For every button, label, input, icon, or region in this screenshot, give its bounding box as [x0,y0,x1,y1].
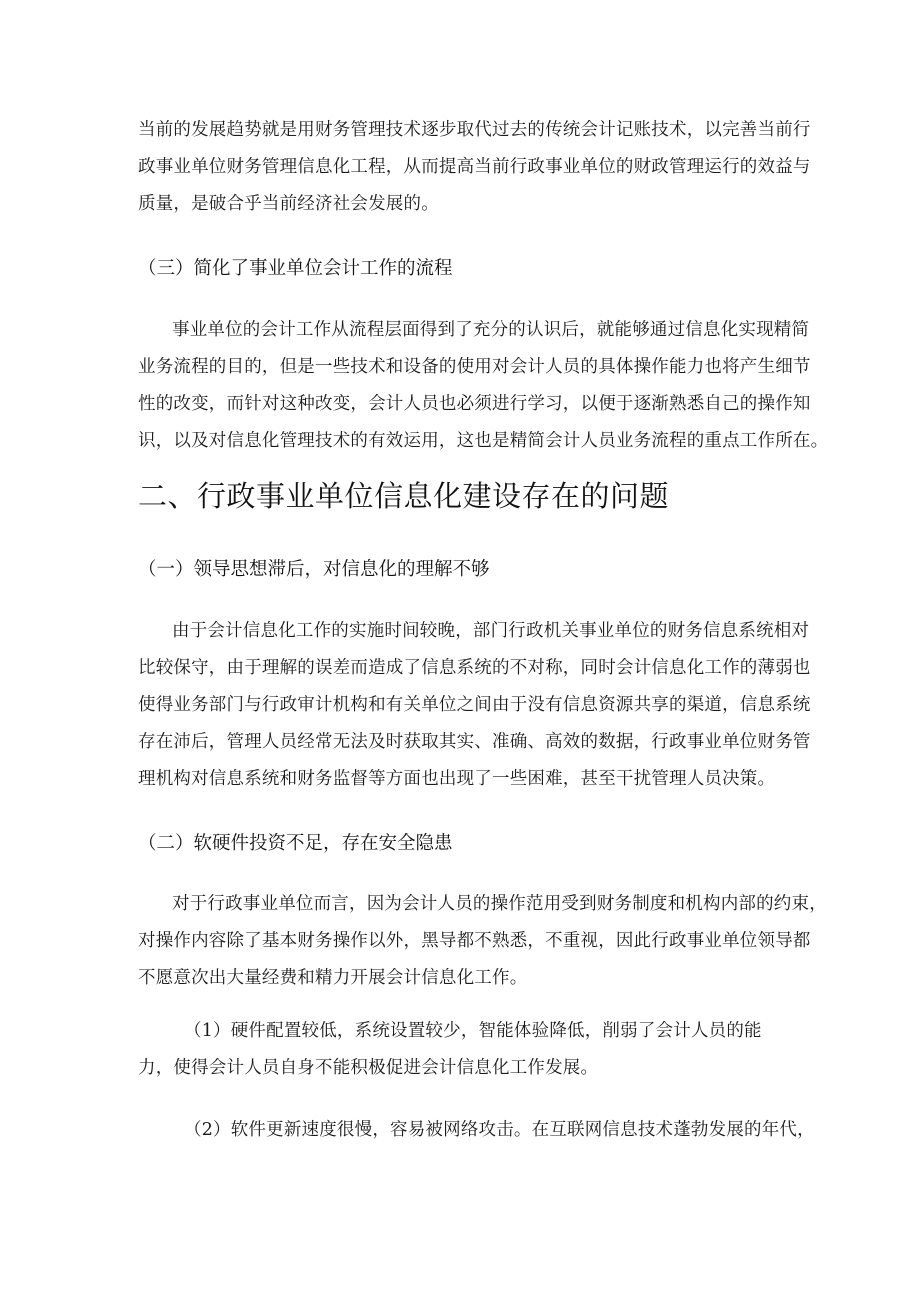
text-line: 当前的发展趋势就是用财务管理技术逐步取代过去的传统会计记账技术，以完善当前行 [138,120,811,140]
text-line: 比较保守，由于理解的误差而造成了信息系统的不对称，同时会计信息化工作的薄弱也 [138,658,811,678]
section-heading-3: （三）简化了事业单位会计工作的流程 [138,258,453,279]
text-line: 对操作内容除了基本财务操作以外，黑导都不熟悉，不重视，因此行政事业单位领导都 [138,931,811,951]
text-line: 质量，是破合乎当前经济社会发展的。 [138,194,439,214]
chapter-heading: 二、行政事业单位信息化建设存在的问题 [138,479,670,513]
text-line: 政事业单位财务管理信息化工程，从而提高当前行政事业单位的财政管理运行的效益与 [138,157,811,177]
text-line: （1）硬件配置较低，系统设置较少，智能体验降低，削弱了会计人员的能 [184,1021,762,1041]
text-line: 事业单位的会计工作从流程层面得到了充分的认识后，就能够通过信息化实现精简 [172,320,810,340]
section-heading-1: （一）领导思想滞后，对信息化的理解不够 [138,559,490,580]
paragraph-trend [138,112,811,223]
text-line: 识，以及对信息化管理技术的有效运用，这也是精简会计人员业务流程的重点工作所在。 [138,431,829,451]
text-line: 力，使得会计人员自身不能积极促进会计信息化工作发展。 [138,1058,599,1078]
paragraph-investment [138,886,827,997]
text-line: 理机构对信息系统和财务监督等方面也出现了一些困难，甚至干扰管理人员决策。 [138,769,776,789]
text-line: 使得业务部门与行政审计机构和有关单位之间由于没有信息资源共享的渠道，信息系统 [138,695,811,715]
list-item-hardware [138,1013,798,1087]
text-line: 存在沛后，管理人员经常无法及时获取其实、准确、高效的数据，行政事业单位财务管 [138,732,811,752]
text-line: 由于会计信息化工作的实施时间较晚，部门行政机关事业单位的财务信息系统相对 [172,621,810,641]
text-line: （2）软件更新速度很慢，容易被网络攻击。在互联网信息技术蓬勃发展的年代， [184,1120,815,1140]
paragraph-leadership [138,613,811,798]
text-line: 不愿意次出大量经费和精力开展会计信息化工作。 [138,968,528,988]
section-heading-2: （二）软硬件投资不足，存在安全隐患 [138,833,453,854]
text-line: 性的改变，而针对这种改变，会计人员也必须进行学习，以便于逐渐熟悉自己的操作知 [138,394,811,414]
text-line: 业务流程的目的，但是一些技术和设备的使用对会计人员的具体操作能力也将产生细节 [138,357,811,377]
text-line: 对于行政事业单位而言，因为会计人员的操作范用受到财务制度和机构内部的约束， [172,894,827,914]
list-item-software [138,1112,815,1149]
paragraph-process [138,312,829,460]
